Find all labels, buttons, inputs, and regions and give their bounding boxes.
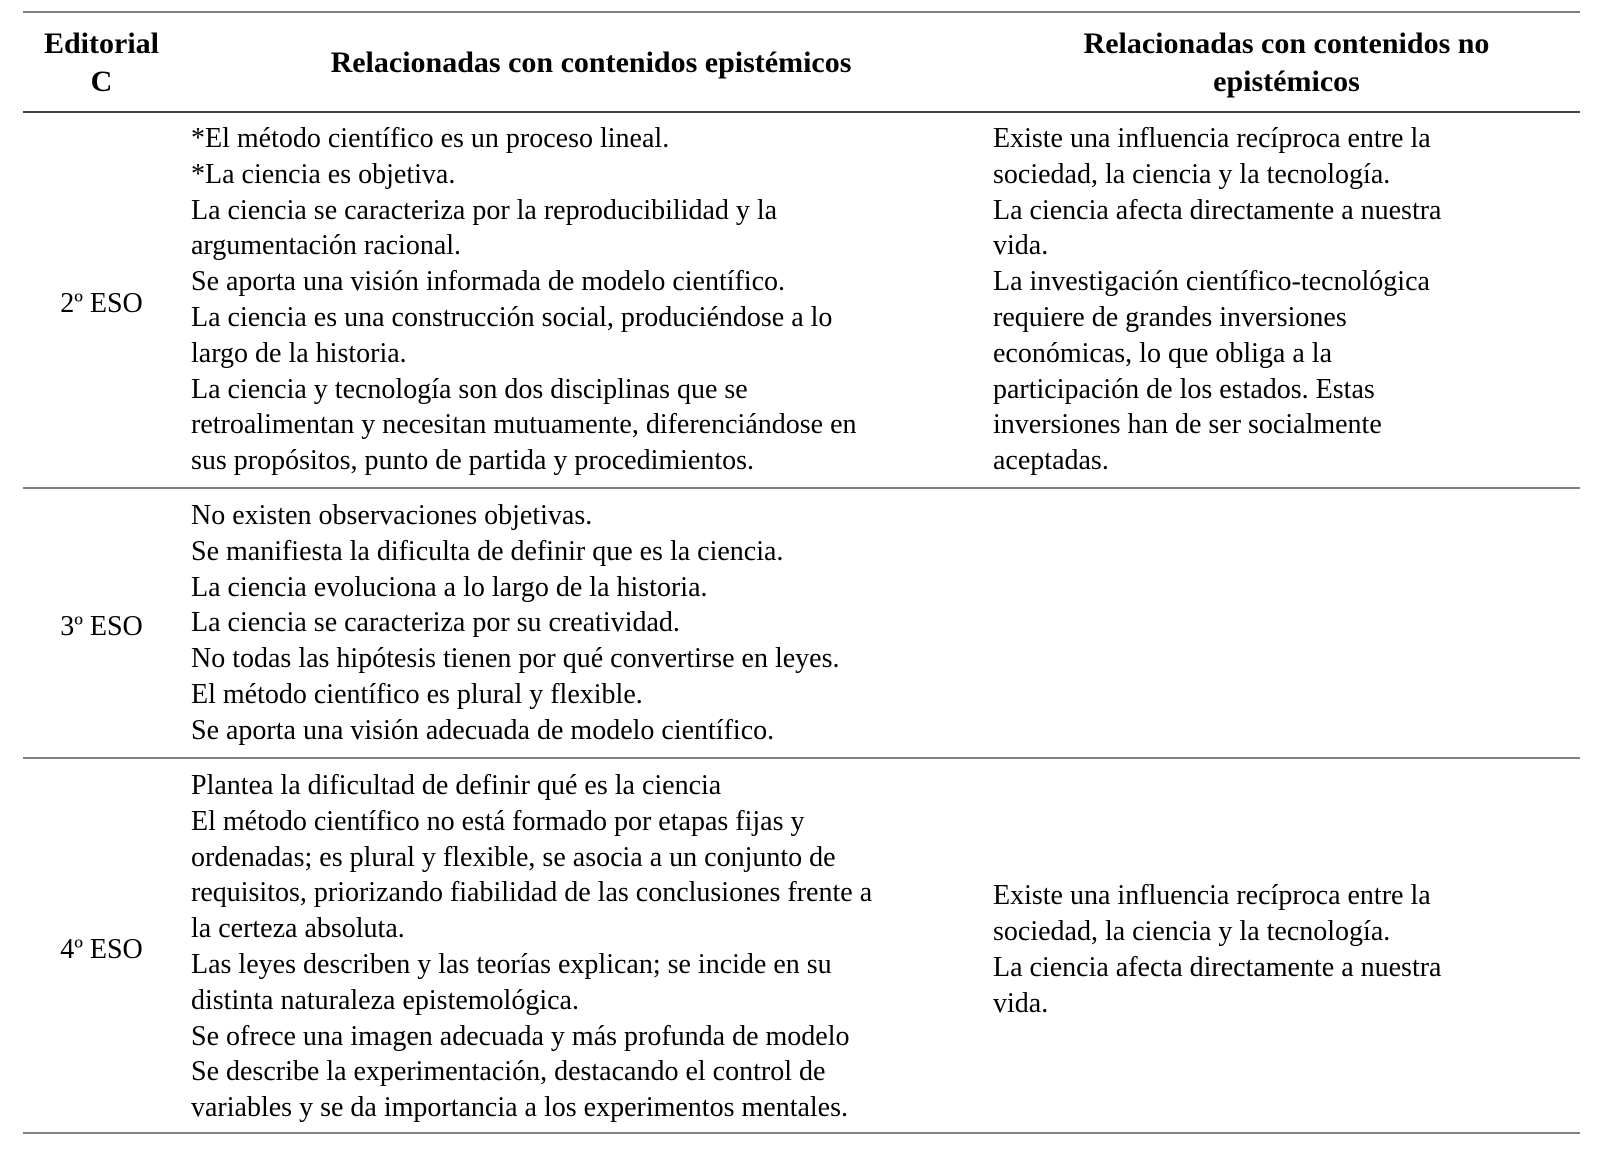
row-label [23,768,180,1132]
cell-line: requisitos, priorizando fiabilidad de las conclusiones frente a [191,877,873,909]
cell-line: económicas, lo que obliga a la [993,337,1332,369]
cell-line: Se aporta una visión informada de modelo científico. [191,266,786,298]
non-epistemic-cell [993,768,1580,1132]
cell-line: Se ofrece una imagen adecuada y más profunda de modelo [191,1020,850,1052]
table-row [23,768,1580,1132]
cell-line: El método científico es plural y flexible. [191,678,643,710]
cell-line: Se manifiesta la dificulta de definir que es la ciencia. [191,535,784,567]
header-editorial-line2: C [90,65,113,98]
cell-line: La ciencia se caracteriza por su creatividad. [191,607,680,639]
cell-line: Se describe la experimentación, destacando el control de [191,1056,826,1088]
cell-line: retroalimentan y necesitan mutuamente, diferenciándose en [191,409,857,441]
cell-line: La ciencia evoluciona a lo largo de la historia. [191,571,708,603]
header-non-epistemic-line2: epistémicos [1213,65,1360,98]
cell-line: Existe una influencia recíproca entre la [993,880,1431,912]
cell-line: argumentación racional. [191,230,462,262]
cell-line: vida. [993,230,1049,262]
cell-line: largo de la historia. [191,337,407,369]
header-epistemic [191,13,991,113]
epistemic-cell [191,498,991,756]
header-epistemic-label: Relacionadas con contenidos epistémicos [330,46,852,79]
cell-line: vida. [993,987,1049,1019]
cell-line: La ciencia y tecnología son dos disciplinas que se [191,373,748,405]
cell-line: La ciencia afecta directamente a nuestra [993,952,1442,983]
cell-line: Existe una influencia recíproca entre la [993,123,1431,154]
row-label [23,498,180,756]
cell-line: No todas las hipótesis tienen por qué convertirse en leyes. [191,643,840,675]
header-rule [23,111,1580,113]
cell-line: La ciencia es una construcción social, produciéndose a lo [191,301,833,333]
cell-line: inversiones han de ser socialmente [993,409,1382,441]
cell-line: La investigación científico-tecnológica [993,266,1430,298]
cell-line: aceptadas. [993,445,1109,477]
epistemic-cell [191,768,991,1132]
row-label-text: 3º ESO [60,611,143,643]
cell-line: variables y se da importancia a los experimentos mentales. [191,1092,849,1124]
cell-line: requiere de grandes inversiones [993,301,1347,333]
bottom-rule [23,1132,1580,1134]
row-label-text: 2º ESO [60,288,143,320]
cell-line: sus propósitos, punto de partida y procedimientos. [191,445,755,477]
cell-line: Se aporta una visión adecuada de modelo científico. [191,714,775,746]
row-label [23,121,180,487]
header-editorial-line1: Editorial [43,27,159,60]
cell-line: Plantea la dificultad de definir qué es la ciencia [191,770,722,801]
cell-line: No existen observaciones objetivas. [191,500,593,531]
cell-line: Las leyes describen y las teorías explican; se incide en su [191,948,832,980]
header-non-epistemic [993,13,1580,113]
cell-line: la certeza absoluta. [191,913,405,945]
cell-line: *El método científico es un proceso lineal. [191,123,670,154]
non-epistemic-cell [993,498,1580,756]
cell-line: La ciencia afecta directamente a nuestra [993,194,1442,226]
cell-line: El método científico no está formado por etapas fijas y [191,805,805,837]
table-row [23,121,1580,487]
cell-line: *La ciencia es objetiva. [191,158,456,190]
cell-line: distinta naturaleza epistemológica. [191,984,579,1016]
header-editorial [23,13,180,113]
cell-line: sociedad, la ciencia y la tecnología. [993,158,1391,190]
header-non-epistemic-line1: Relacionadas con contenidos no [1083,27,1490,60]
row-label-text: 4º ESO [60,934,143,966]
cell-line: ordenadas; es plural y flexible, se asocia a un conjunto de [191,841,836,873]
table-row [23,498,1580,756]
cell-line: La ciencia se caracteriza por la reproducibilidad y la [191,194,778,226]
epistemic-cell [191,121,991,487]
non-epistemic-cell [993,121,1580,487]
row-divider [23,757,1580,759]
cell-line: participación de los estados. Estas [993,373,1375,405]
cell-line: sociedad, la ciencia y la tecnología. [993,916,1391,948]
row-divider [23,487,1580,489]
